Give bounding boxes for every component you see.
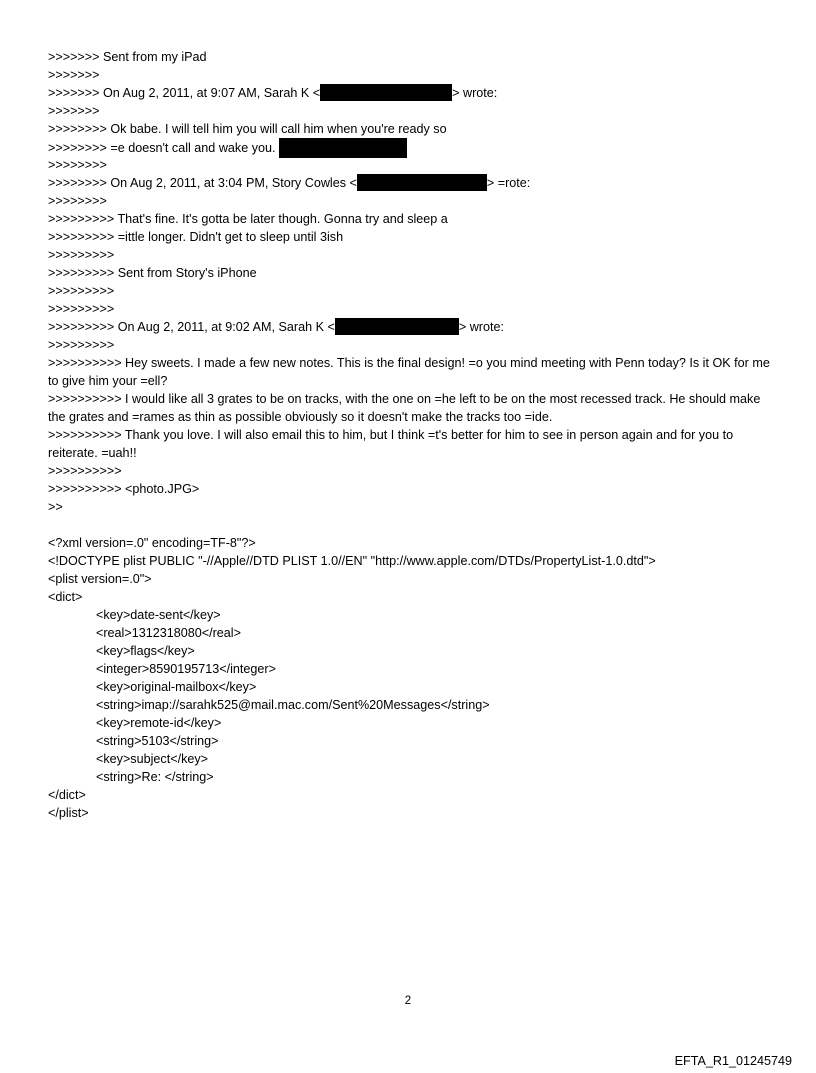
email-paragraph: >>>>>>>>>> Thank you love. I will also email this to him, but I think =t's better for him to see in person again and for you to reiterate. =uah!! [48, 428, 734, 460]
email-line: >>>>>>>>> [48, 284, 115, 298]
email-text: >>>>>>>> =e doesn't call and wake you. [48, 141, 276, 155]
plist-line: <plist version=.0"> [48, 572, 152, 586]
plist-line: <?xml version=.0" encoding=TF-8"?> [48, 536, 256, 550]
plist-line: </dict> [48, 788, 86, 802]
email-paragraph: >>>>>>>>>> I would like all 3 grates to be on tracks, with the one on =he left to be on the most recessed track. He should make the grates and =rames as thin as possible obviously so it doesn't make the tracks too =ide. [48, 392, 761, 424]
redaction-box [320, 84, 452, 101]
plist-line: <key>date-sent</key> [96, 608, 221, 622]
email-line: >>>>>>>>> [48, 302, 115, 316]
email-line [48, 318, 504, 336]
plist-line: <string>imap://sarahk525@mail.mac.com/Sent%20Messages</string> [96, 698, 490, 712]
plist-line: <dict> [48, 590, 83, 604]
plist-line: <key>remote-id</key> [96, 716, 222, 730]
email-paragraph: >>>>>>>>>> Hey sweets. I made a few new notes. This is the final design! =o you mind meeting with Penn today? Is it OK for me to give him your =ell? [48, 356, 770, 388]
email-line [48, 84, 497, 102]
email-line: >>>>>>>>>> [48, 464, 122, 478]
plist-line: <key>subject</key> [96, 752, 209, 766]
plist-line: <key>original-mailbox</key> [96, 680, 257, 694]
email-text: >>>>>>>> On Aug 2, 2011, at 3:04 PM, Story Cowles < [48, 176, 357, 190]
email-line: >>>>>>>>> =ittle longer. Didn't get to sleep until 3ish [48, 230, 344, 244]
email-line: >>>>>>>>>> <photo.JPG> [48, 482, 200, 496]
email-line: >>>>>>> [48, 104, 100, 118]
email-line: >>>>>>>>> [48, 338, 115, 352]
redaction-box [357, 174, 487, 191]
email-line: >>>>>>>>> That's fine. It's gotta be later though. Gonna try and sleep a [48, 212, 448, 226]
email-line: >> [48, 500, 63, 514]
email-text: >>>>>>> On Aug 2, 2011, at 9:07 AM, Sarah K < [48, 86, 321, 100]
email-line: >>>>>>> Sent from my iPad [48, 50, 207, 64]
redaction-box [279, 138, 407, 158]
email-text: >>>>>>>>> On Aug 2, 2011, at 9:02 AM, Sarah K < [48, 320, 335, 334]
email-line: >>>>>>>>> [48, 248, 115, 262]
bates-number: EFTA_R1_01245749 [674, 1054, 792, 1068]
email-line: >>>>>>>>> Sent from Story's iPhone [48, 266, 257, 280]
plist-line: <!DOCTYPE plist PUBLIC "-//Apple//DTD PLIST 1.0//EN" "http://www.apple.com/DTDs/PropertyList-1.0.dtd"> [48, 554, 656, 568]
email-line: >>>>>>>> [48, 194, 107, 208]
email-line [48, 174, 530, 192]
email-line: >>>>>>>> Ok babe. I will tell him you will call him when you're ready so [48, 122, 447, 136]
plist-line: <real>1312318080</real> [96, 626, 241, 640]
email-text: > wrote: [452, 86, 498, 100]
plist-line: </plist> [48, 806, 89, 820]
email-line [48, 138, 407, 158]
redaction-box [335, 318, 459, 335]
email-text: > wrote: [458, 320, 505, 334]
email-line: >>>>>>>> [48, 158, 107, 172]
plist-line: <integer>8590195713</integer> [96, 662, 276, 676]
plist-line: <key>flags</key> [96, 644, 195, 658]
page-number: 2 [404, 995, 412, 1007]
email-text: > =rote: [486, 176, 531, 190]
plist-line: <string>Re: </string> [96, 770, 214, 784]
plist-line: <string>5103</string> [96, 734, 219, 748]
email-line: >>>>>>> [48, 68, 100, 82]
